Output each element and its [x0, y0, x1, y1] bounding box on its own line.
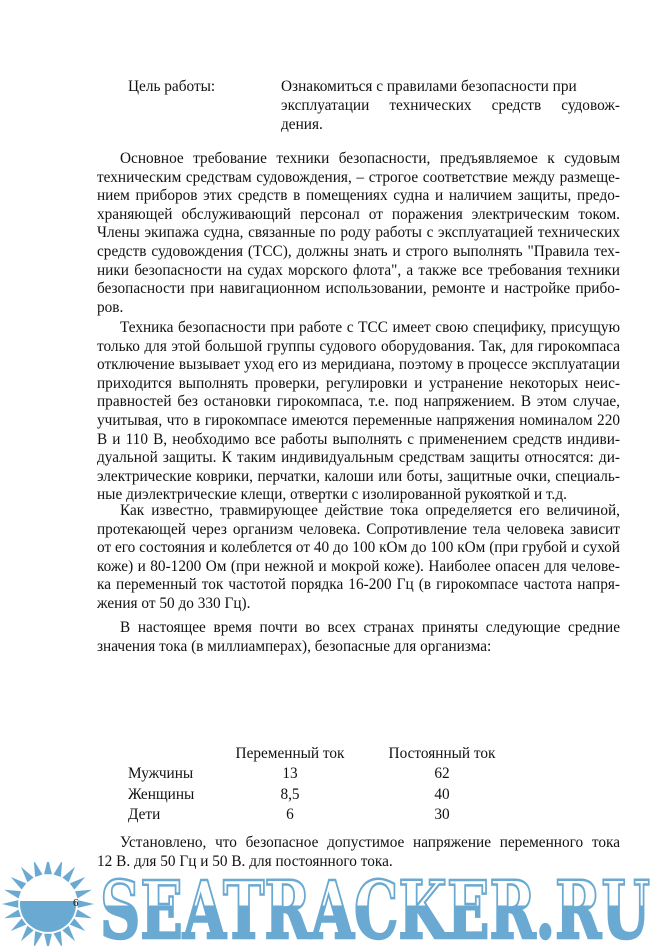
column-header-dc: Постоянный ток: [388, 745, 496, 762]
row-label: Женщины: [128, 785, 195, 803]
paragraph-line: коже) и 80-1200 Ом (при нежной и мокрой коже). Наиболее опасен для челове-: [97, 557, 620, 575]
paragraph-line: протекающей через организм человека. Сопротивление тела человека зависит: [97, 520, 620, 538]
paragraph-line: средств судовождения (ТСС), должны знать и строго выполнять "Правила тех-: [97, 243, 620, 260]
sun-ray: [4, 890, 21, 899]
goal-line: эксплуатации технических средств судовож-: [281, 97, 620, 114]
sun-ray: [21, 867, 34, 882]
sun-ray: [53, 862, 62, 877]
paragraph-line: техническим средствам судовождения, – строгое соответствие между размеще-: [97, 168, 620, 186]
sun-ray: [78, 900, 94, 908]
paragraph-line: нием приборов этих средств в помещениях судна и наличием защиты, предо-: [97, 187, 620, 205]
sun-ray: [2, 900, 18, 908]
watermark-text: SEATRACKER.RU: [100, 863, 650, 946]
sun-ray: [44, 862, 52, 874]
paragraph-line: Как известно, травмирующее действие тока определяется его величиной,: [120, 502, 620, 519]
paragraph-line: храняющей обслуживающий персонал от поражения электрическим током.: [97, 205, 620, 223]
sun-ray: [62, 867, 75, 882]
sun-ray: [21, 926, 34, 941]
conclusion-line: 12 В. для 50 Гц и 50 В. для постоянного тока.: [97, 853, 393, 870]
goal-label: Цель работы:: [128, 78, 216, 95]
paragraph-line: Члены экипажа судна, связанные по роду работы с эксплуатацией технических: [97, 224, 620, 242]
page-number: 6: [73, 897, 79, 909]
paragraph-line: только для этой большой группы судового оборудования. Так, для гирокомпаса: [97, 337, 620, 355]
ac-value: 13: [282, 765, 298, 782]
sun-ray: [62, 926, 75, 941]
paragraph-line: В настоящее время почти во всех странах приняты следующие средние: [120, 619, 620, 636]
sun-ray: [70, 877, 85, 890]
paragraph-line: дуальной защиты. К таким индивидуальным средствам защиты относятся: ди-: [97, 449, 620, 467]
sun-ray: [53, 931, 62, 946]
paragraph-line: отключение вызывает уход его из меридиана, поэтому в процессе эксплуатации: [97, 356, 620, 374]
sun-ray: [11, 918, 26, 931]
paragraph-line: ники безопасности на судах морского флота", а также все требования техники: [97, 261, 620, 279]
row-label: Дети: [128, 806, 161, 823]
sun-icon: [2, 862, 94, 946]
paragraph-line: учитывая, что в гирокомпасе имеются переменные напряжения номиналом 220: [97, 412, 620, 429]
paragraph-line: приходится выполнять проверки, регулировки и устранение некоторых неис-: [97, 374, 620, 392]
sun-ray: [70, 918, 85, 931]
paragraph-line: ка переменный ток частотой порядка 16-200 Гц (в гирокомпасе частота напря-: [97, 576, 620, 594]
paragraph-line: безопасности при навигационном использовании, ремонте и настройке прибо-: [97, 280, 620, 298]
paragraph-line: правностей без остановки гирокомпаса, т.е. под напряжением. В этом случае,: [97, 393, 620, 411]
row-label: Мужчины: [128, 765, 194, 782]
ac-value: 6: [286, 806, 294, 823]
dc-value: 30: [434, 806, 450, 823]
paragraph-line: В и 110 В, необходимо все работы выполнять с применением средств индиви-: [97, 430, 620, 448]
paragraph-line: жения от 50 до 330 Гц).: [97, 595, 251, 612]
sun-ray: [34, 862, 43, 877]
conclusion-line: Установлено, что безопасное допустимое напряжение переменного тока: [120, 834, 620, 851]
sun-ray: [44, 934, 52, 946]
sun-ray: [4, 909, 21, 918]
goal-line: дения.: [281, 116, 323, 133]
paragraph-line: от его состояния и колеблется от 40 до 100 кОм до 100 кОм (при грубой и сухой: [97, 539, 620, 557]
sun-ray: [75, 909, 92, 918]
dc-value: 40: [434, 785, 450, 803]
sun-ray: [11, 877, 26, 890]
column-header-ac: Переменный ток: [235, 745, 345, 762]
sun-ray: [34, 931, 43, 946]
seatracker-watermark: [0, 862, 661, 946]
paragraph-line: ные диэлектрические клещи, отвертки с изолированной рукояткой и т.д.: [97, 486, 567, 504]
paragraph-line: Основное требование техники безопасности, предъявляемое к судовым: [120, 150, 620, 167]
paragraph-line: ров.: [97, 298, 124, 316]
paragraph-line: значения тока (в миллиамперах), безопасные для организма:: [97, 637, 492, 655]
ac-value: 8,5: [280, 785, 300, 803]
goal-line: Ознакомиться с правилами безопасности при: [281, 78, 577, 95]
paragraph-line: электрические коврики, перчатки, калоши или боты, защитные очки, специаль-: [97, 467, 620, 485]
paragraph-line: Техника безопасности при работе с ТСС имеет свою специфику, присущую: [120, 319, 620, 336]
dc-value: 62: [434, 765, 450, 782]
